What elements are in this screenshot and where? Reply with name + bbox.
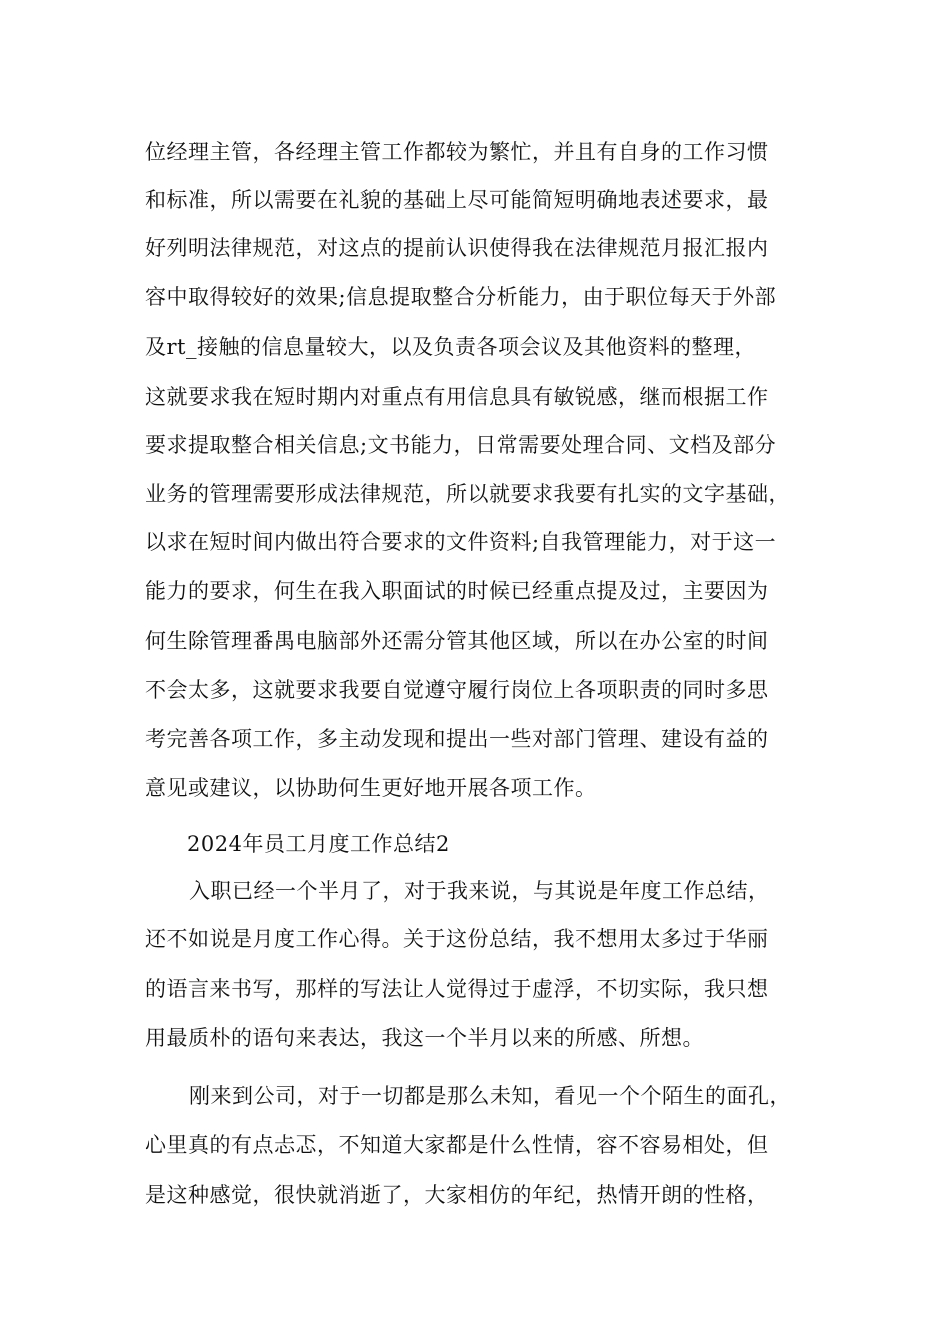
body-line: 以求在短时间内做出符合要求的文件资料;自我管理能力，对于这一 xyxy=(145,530,777,554)
body-line: 刚来到公司，对于一切都是那么未知，看见一个个陌生的面孔， xyxy=(189,1084,791,1108)
body-line: 考完善各项工作，多主动发现和提出一些对部门管理、建设有益的 xyxy=(145,727,769,751)
body-line: 心里真的有点忐忑，不知道大家都是什么性情，容不容易相处，但 xyxy=(145,1133,769,1157)
body-line: 能力的要求，何生在我入职面试的时候已经重点提及过，主要因为 xyxy=(145,579,769,603)
body-line: 业务的管理需要形成法律规范，所以就要求我要有扎实的文字基础， xyxy=(145,482,790,506)
body-line: 的语言来书写，那样的写法让人觉得过于虚浮，不切实际，我只想 xyxy=(145,977,769,1001)
body-line: 是这种感觉，很快就消逝了，大家相仿的年纪，热情开朗的性格， xyxy=(145,1183,769,1207)
body-line: 意见或建议，以协助何生更好地开展各项工作。 xyxy=(145,776,597,800)
body-line: 位经理主管，各经理主管工作都较为繁忙，并且有自身的工作习惯 xyxy=(145,140,769,164)
body-line: 还不如说是月度工作心得。关于这份总结，我不想用太多过于华丽 xyxy=(145,927,769,951)
body-line: 要求提取整合相关信息;文书能力，日常需要处理合同、文档及部分 xyxy=(145,433,777,457)
body-line: 和标准，所以需要在礼貌的基础上尽可能简短明确地表述要求，最 xyxy=(145,188,769,212)
body-line: 何生除管理番禺电脑部外还需分管其他区域，所以在办公室的时间 xyxy=(145,629,769,653)
body-line: 这就要求我在短时期内对重点有用信息具有敏锐感，继而根据工作 xyxy=(145,385,769,409)
body-line: 好列明法律规范，对这点的提前认识使得我在法律规范月报汇报内 xyxy=(145,236,769,260)
body-line: 容中取得较好的效果;信息提取整合分析能力，由于职位每天于外部 xyxy=(145,285,777,309)
body-line: 用最质朴的语句来表达，我这一个半月以来的所感、所想。 xyxy=(145,1026,704,1050)
body-line: 及rt_接触的信息量较大，以及负责各项会议及其他资料的整理， xyxy=(145,335,756,359)
section-heading: 2024年员工月度工作总结2 xyxy=(187,832,450,856)
body-line: 入职已经一个半月了，对于我来说，与其说是年度工作总结， xyxy=(189,879,770,903)
body-line: 不会太多，这就要求我要自觉遵守履行岗位上各项职责的同时多思 xyxy=(145,678,769,702)
